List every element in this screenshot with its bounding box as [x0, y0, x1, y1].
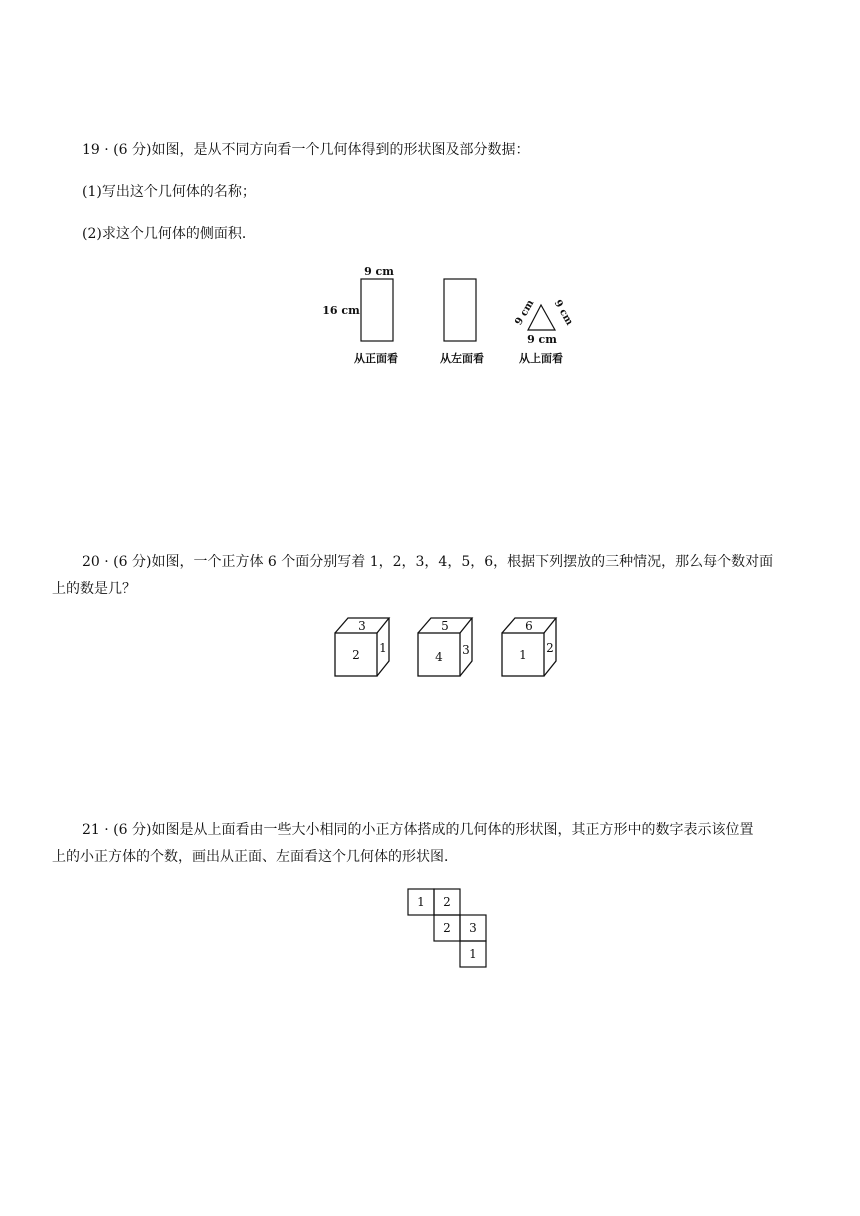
- cube-3-top-number: 6: [525, 619, 533, 633]
- grid-cell-count: 2: [443, 921, 451, 935]
- q21-stem-line1: 21 · (6 分)如图是从上面看由一些大小相同的小正方体搭成的几何体的形状图，其正方形中的数字表示该位置: [82, 822, 754, 838]
- q21-stem-line2: 上的小正方体的个数，画出从正面、左面看这个几何体的形状图．: [52, 849, 458, 865]
- caption-left-view: 从左面看: [440, 352, 484, 365]
- cube-1-right-number: 1: [379, 641, 387, 655]
- grid-cell-count: 1: [469, 947, 477, 961]
- grid-cell-count: 3: [469, 921, 477, 935]
- triangle-left-label: 9 cm: [513, 298, 537, 328]
- front-view-width-label: 9 cm: [364, 265, 394, 278]
- grid-cell-count: 2: [443, 895, 451, 909]
- cube-1-top-number: 3: [358, 619, 366, 633]
- cube-2-right-number: 3: [462, 643, 470, 657]
- q19-part1: (1)写出这个几何体的名称；: [82, 184, 256, 200]
- front-view-height-label: 16 cm: [322, 304, 360, 317]
- cube-1-front-number: 2: [352, 648, 360, 662]
- q19-part2: (2)求这个几何体的侧面积．: [82, 226, 256, 242]
- caption-front-view: 从正面看: [354, 352, 398, 365]
- caption-top-view: 从上面看: [519, 352, 563, 365]
- cube-3-front-number: 1: [519, 648, 527, 662]
- cube-2-front-number: 4: [435, 650, 443, 664]
- q20-stem-line1: 20 · (6 分)如图，一个正方体 6 个面分别写着 1，2，3，4，5，6，根据下列摆放的三种情况，那么每个数对面: [82, 554, 774, 570]
- triangle-right-label: 9 cm: [551, 298, 575, 328]
- cube-2-top-number: 5: [441, 619, 449, 633]
- cube-3-right-number: 2: [546, 641, 554, 655]
- grid-cell-count: 1: [417, 895, 425, 909]
- q19-stem: 19 · (6 分)如图，是从不同方向看一个几何体得到的形状图及部分数据：: [82, 142, 530, 158]
- triangle-bottom-label: 9 cm: [527, 333, 557, 346]
- q20-stem-line2: 上的数是几？: [52, 581, 136, 597]
